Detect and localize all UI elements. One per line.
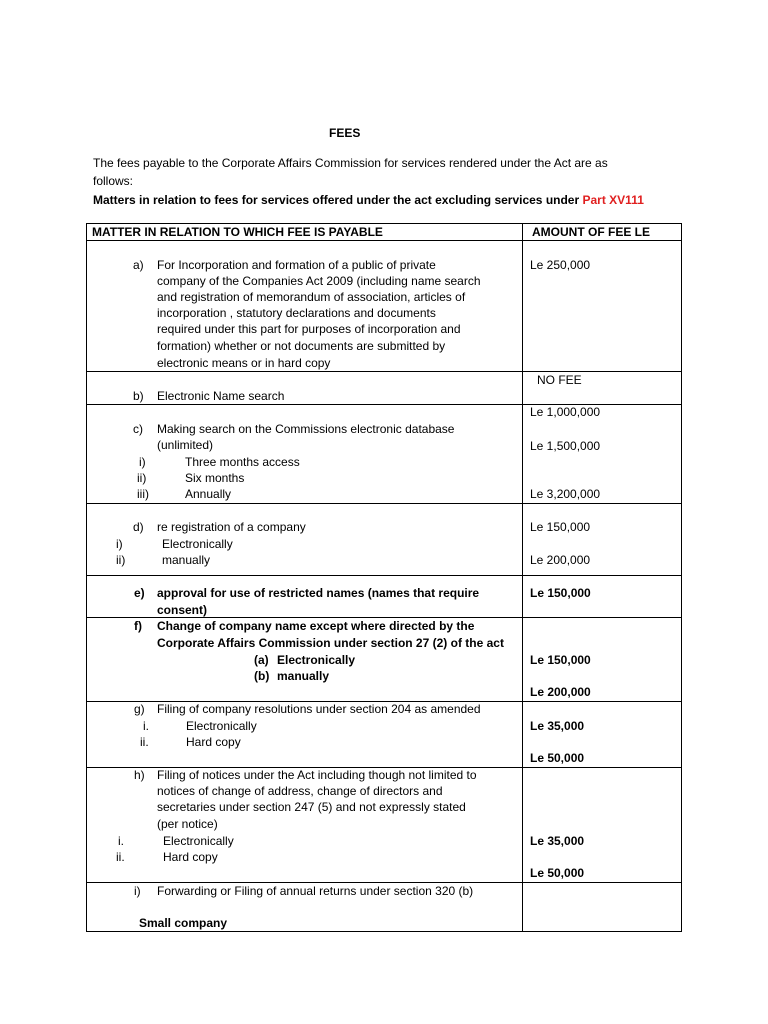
row-a-line: incorporation , statutory declarations and documents bbox=[157, 306, 436, 320]
fee-amount: Le 50,000 bbox=[530, 751, 585, 765]
fee-amount: Le 35,000 bbox=[530, 834, 585, 848]
row-e-line: consent) bbox=[157, 603, 208, 617]
row-h-line: Filing of notices under the Act including though not limited to bbox=[157, 768, 477, 782]
fee-amount: Le 150,000 bbox=[530, 586, 591, 600]
fee-amount: Le 50,000 bbox=[530, 866, 585, 880]
fee-amount: Le 150,000 bbox=[530, 653, 591, 667]
row-h-line: notices of change of address, change of directors and bbox=[157, 784, 443, 798]
sub-item-marker: iii) bbox=[137, 487, 149, 501]
row-e-line: approval for use of restricted names (names that require bbox=[157, 586, 480, 600]
sub-item-label: Hard copy bbox=[163, 850, 218, 864]
row-g-text: Filing of company resolutions under section 204 as amended bbox=[157, 702, 481, 716]
fee-amount: Le 150,000 bbox=[530, 520, 591, 534]
sub-item-label: manually bbox=[162, 553, 211, 567]
sub-item-marker: (b) bbox=[254, 669, 270, 683]
column-header-matter: MATTER IN RELATION TO WHICH FEE IS PAYABLE bbox=[92, 225, 383, 239]
row-b-text: Electronic Name search bbox=[157, 389, 285, 403]
fee-amount: Le 250,000 bbox=[530, 258, 591, 272]
sub-item-marker: i. bbox=[143, 719, 149, 733]
item-marker: d) bbox=[133, 520, 144, 534]
sub-item-marker: (a) bbox=[254, 653, 269, 667]
sub-item-label: Electronically bbox=[277, 653, 356, 667]
sub-item-marker: i) bbox=[139, 455, 146, 469]
sub-item-marker: ii. bbox=[116, 850, 125, 864]
sub-item-marker: i) bbox=[116, 537, 123, 551]
sub-item-marker: ii) bbox=[116, 553, 126, 567]
fee-amount: Le 1,000,000 bbox=[530, 405, 601, 419]
sub-item-label: Electronically bbox=[162, 537, 233, 551]
row-a-line: formation) whether or not documents are submitted by bbox=[157, 339, 446, 353]
intro-line-3-text: Matters in relation to fees for services offered under the act excluding services under bbox=[93, 193, 580, 207]
row-a-line: For Incorporation and formation of a public of private bbox=[157, 258, 436, 272]
row-d-text: re registration of a company bbox=[157, 520, 306, 534]
intro-line-1: The fees payable to the Corporate Affairs Commission for services rendered under the Act are as bbox=[93, 156, 608, 170]
row-c-line: Making search on the Commissions electronic database bbox=[157, 422, 455, 436]
sub-item-label: Electronically bbox=[186, 719, 257, 733]
sub-item-marker: ii. bbox=[140, 735, 149, 749]
fee-amount: Le 200,000 bbox=[530, 685, 591, 699]
item-marker: b) bbox=[133, 389, 144, 403]
item-marker: h) bbox=[134, 768, 145, 782]
item-marker: a) bbox=[133, 258, 144, 272]
intro-line-3 bbox=[93, 192, 644, 208]
row-a-line: and registration of memorandum of association, articles of bbox=[157, 290, 466, 304]
row-h-line: (per notice) bbox=[157, 817, 218, 831]
row-a-line: company of the Companies Act 2009 (including name search bbox=[157, 274, 481, 288]
row-a-line: required under this part for purposes of incorporation and bbox=[157, 322, 461, 336]
fee-amount: NO FEE bbox=[537, 373, 582, 387]
intro-line-2: follows: bbox=[93, 174, 134, 188]
item-marker: i) bbox=[134, 884, 141, 898]
page-title: FEES bbox=[329, 126, 361, 140]
sub-item-label: Hard copy bbox=[186, 735, 241, 749]
item-marker: f) bbox=[134, 619, 142, 633]
fee-amount: Le 35,000 bbox=[530, 719, 585, 733]
sub-item-label: Electronically bbox=[163, 834, 234, 848]
sub-item-marker: i. bbox=[118, 834, 124, 848]
row-i-subheading: Small company bbox=[139, 916, 228, 930]
fee-amount: Le 1,500,000 bbox=[530, 439, 601, 453]
item-marker: g) bbox=[134, 702, 145, 716]
row-c-line: (unlimited) bbox=[157, 438, 214, 452]
row-f-line: Change of company name except where directed by the bbox=[157, 619, 475, 633]
row-h-line: secretaries under section 247 (5) and not expressly stated bbox=[157, 800, 466, 814]
item-marker: c) bbox=[133, 422, 143, 436]
sub-item-label: Six months bbox=[185, 471, 245, 485]
row-i-text: Forwarding or Filing of annual returns under section 320 (b) bbox=[157, 884, 474, 898]
item-marker: e) bbox=[134, 586, 145, 600]
row-f-line: Corporate Affairs Commission under section 27 (2) of the act bbox=[157, 636, 504, 650]
sub-item-marker: ii) bbox=[137, 471, 147, 485]
sub-item-label: Annually bbox=[185, 487, 232, 501]
fee-amount: Le 200,000 bbox=[530, 553, 591, 567]
part-reference: Part XV111 bbox=[582, 193, 644, 207]
sub-item-label: Three months access bbox=[185, 455, 300, 469]
column-header-fee: AMOUNT OF FEE LE bbox=[532, 225, 650, 239]
sub-item-label: manually bbox=[277, 669, 330, 683]
row-a-line: electronic means or in hard copy bbox=[157, 356, 331, 370]
fee-amount: Le 3,200,000 bbox=[530, 487, 601, 501]
